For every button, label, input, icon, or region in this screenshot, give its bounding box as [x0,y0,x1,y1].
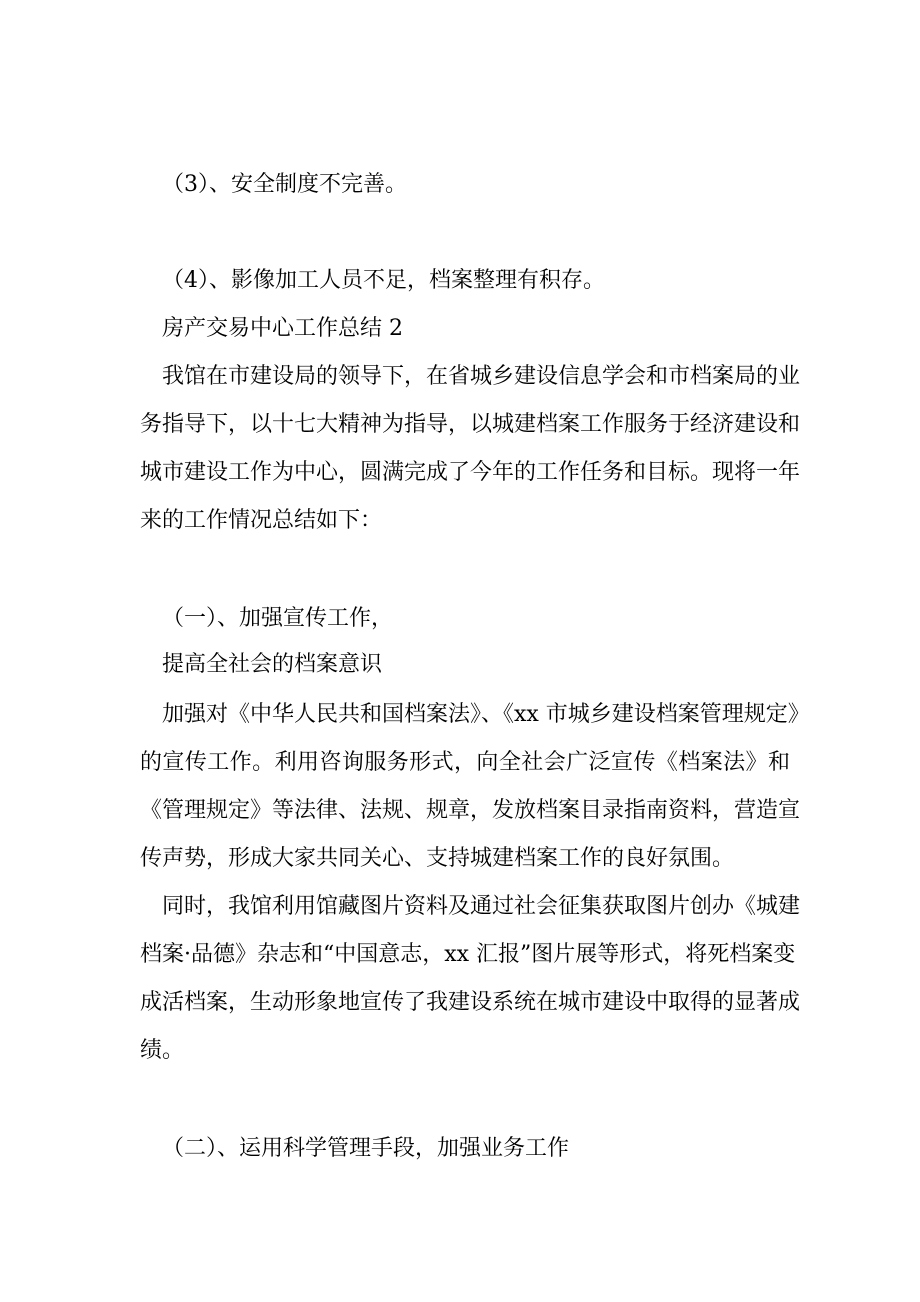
paragraph-line: 同时，我馆利用馆藏图片资料及通过社会征集获取图片创办《城建 [162,894,801,919]
list-item-3: （3）、安全制度不完善。 [162,172,407,197]
section-title: （二）、运用科学管理手段，加强业务工作 [162,1136,570,1161]
list-item-4: （4）、影像加工人员不足，档案整理有积存。 [162,268,605,293]
paragraph-line: 传声势，形成大家共同关心、支持城建档案工作的良好氛围。 [140,846,735,871]
paragraph-line: 《管理规定》等法律、法规、规章，发放档案目录指南资料，营造宣 [140,798,801,823]
paragraph-line: 来的工作情况总结如下： [140,508,383,533]
paragraph-line: 城市建设工作为中心，圆满完成了今年的工作任务和目标。现将一年 [140,460,801,485]
paragraph-line: 务指导下，以十七大精神为指导，以城建档案工作服务于经济建设和 [140,412,801,437]
paragraph-line: 成活档案，生动形象地宣传了我建设系统在城市建设中取得的显著成 [140,990,801,1015]
section-subtitle: 提高全社会的档案意识 [162,652,383,677]
paragraph-line: 绩。 [140,1038,185,1063]
section-title: （一）、加强宣传工作， [162,606,394,631]
paragraph-line: 档案·品德》杂志和“中国意志，xx 汇报”图片展等形式，将死档案变 [140,942,796,967]
paragraph-line: 加强对《中华人民共和国档案法》、《xx 市城乡建设档案管理规定》 [162,702,810,727]
paragraph-line: 的宣传工作。利用咨询服务形式，向全社会广泛宣传《档案法》和 [140,750,790,775]
paragraph-line: 我馆在市建设局的领导下，在省城乡建设信息学会和市档案局的业 [162,364,801,389]
section-heading: 房产交易中心工作总结 2 [162,316,403,341]
